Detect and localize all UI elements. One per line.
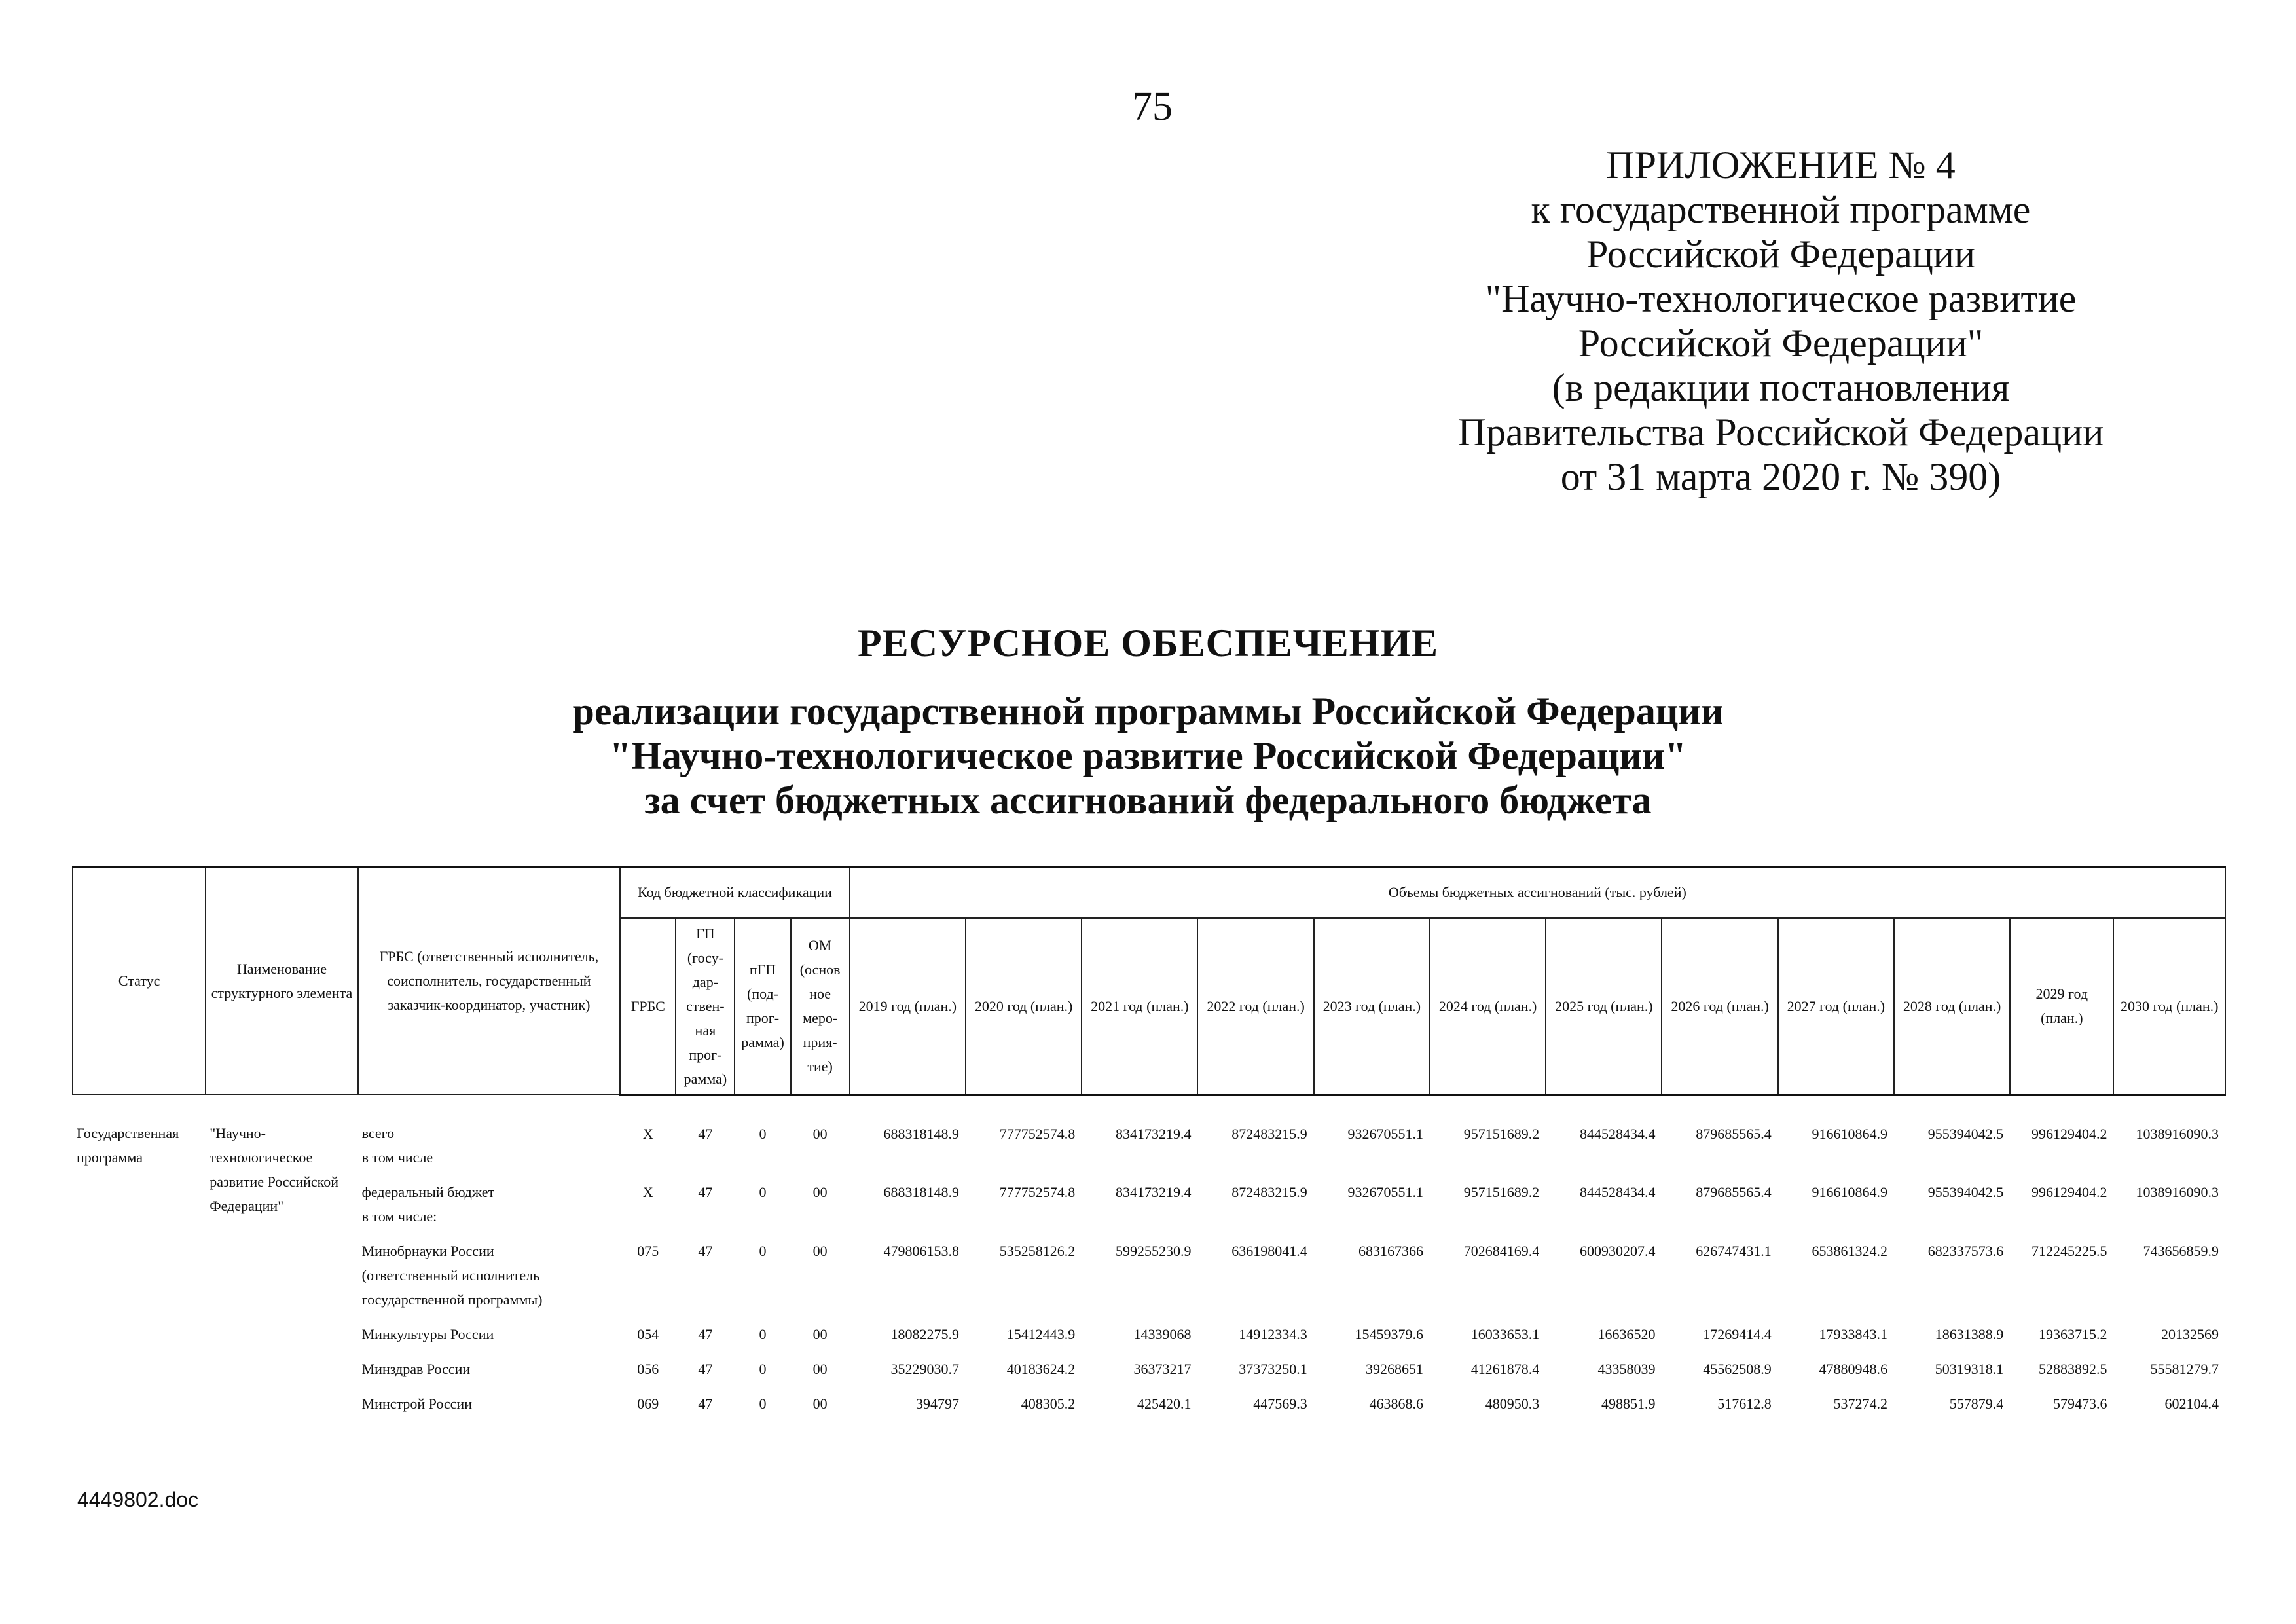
participant-cell bbox=[358, 1318, 621, 1353]
table-row bbox=[73, 1176, 2225, 1235]
value-cell: 879685565.4 bbox=[1696, 1125, 1772, 1142]
value-cell: 50319318.1 bbox=[1935, 1361, 2004, 1377]
code-gp-cell: 47 bbox=[698, 1184, 713, 1200]
value-cell: 425420.1 bbox=[1137, 1395, 1192, 1412]
header-year: 2019 год (план.) bbox=[850, 918, 966, 1095]
header-year: 2030 год (план.) bbox=[2113, 918, 2225, 1095]
value-cell: 957151689.2 bbox=[1463, 1184, 1540, 1200]
value-cell: 480950.3 bbox=[1485, 1395, 1540, 1412]
header-element: Наименование структурного элемента bbox=[206, 867, 357, 1095]
value-cell: 498851.9 bbox=[1601, 1395, 1656, 1412]
value-cell: 36373217 bbox=[1133, 1361, 1192, 1377]
value-cell: 872483215.9 bbox=[1231, 1125, 1307, 1142]
header-gp: ГП (госу-дар-ствен-ная прог-рамма) bbox=[676, 918, 735, 1095]
annex-heading bbox=[1437, 143, 2124, 499]
value-cell: 14912334.3 bbox=[1239, 1326, 1307, 1342]
status-cell: Государственная программа bbox=[77, 1125, 179, 1166]
annex-line: Российской Федерации" bbox=[1578, 322, 1984, 365]
value-cell: 844528434.4 bbox=[1579, 1125, 1656, 1142]
code-pgp-cell: 0 bbox=[759, 1125, 767, 1142]
table-body bbox=[73, 1094, 2225, 1422]
participant-cell bbox=[358, 1353, 621, 1388]
header-volumes-group: Объемы бюджетных ассигнований (тыс. рублей) bbox=[850, 867, 2225, 918]
value-cell: 16636520 bbox=[1597, 1326, 1656, 1342]
value-cell: 636198041.4 bbox=[1231, 1243, 1307, 1259]
code-gp-cell: 47 bbox=[698, 1326, 713, 1342]
header-year: 2027 год (план.) bbox=[1778, 918, 1894, 1095]
annex-line: Правительства Российской Федерации bbox=[1457, 411, 2104, 454]
header-year: 2029 год (план.) bbox=[2010, 918, 2113, 1095]
subtitle-line: за счет бюджетных ассигнований федерального бюджета bbox=[644, 779, 1652, 822]
header-status: Статус bbox=[73, 867, 206, 1095]
header-year: 2028 год (план.) bbox=[1894, 918, 2010, 1095]
value-cell: 579473.6 bbox=[2052, 1395, 2107, 1412]
value-cell: 35229030.7 bbox=[890, 1361, 959, 1377]
value-cell: 43358039 bbox=[1597, 1361, 1656, 1377]
header-year: 2021 год (план.) bbox=[1082, 918, 1197, 1095]
value-cell: 17933843.1 bbox=[1819, 1326, 1887, 1342]
value-cell: 932670551.1 bbox=[1347, 1125, 1423, 1142]
value-cell: 955394042.5 bbox=[1927, 1125, 2004, 1142]
value-cell: 688318148.9 bbox=[883, 1125, 959, 1142]
value-cell: 712245225.5 bbox=[2031, 1243, 2107, 1259]
code-gp-cell: 47 bbox=[698, 1243, 713, 1259]
document-subtitle bbox=[0, 689, 2296, 822]
participant-line: федеральный бюджет bbox=[361, 1184, 495, 1200]
code-grbs-cell: Х bbox=[642, 1125, 653, 1142]
participant-line: Минобрнауки России bbox=[361, 1243, 494, 1259]
code-pgp-cell: 0 bbox=[759, 1184, 767, 1200]
participant-cell bbox=[358, 1388, 621, 1422]
element-name-cell: "Научно-технологическое развитие Российской Федерации" bbox=[210, 1125, 338, 1214]
value-cell: 39268651 bbox=[1365, 1361, 1423, 1377]
code-grbs-cell: Х bbox=[642, 1184, 653, 1200]
code-gp-cell: 47 bbox=[698, 1361, 713, 1377]
value-cell: 37373250.1 bbox=[1239, 1361, 1307, 1377]
header-year: 2026 год (план.) bbox=[1662, 918, 1777, 1095]
annex-line: ПРИЛОЖЕНИЕ № 4 bbox=[1606, 143, 1956, 187]
value-cell: 15412443.9 bbox=[1006, 1326, 1076, 1342]
code-pgp-cell: 0 bbox=[759, 1361, 767, 1377]
code-pgp-cell: 0 bbox=[759, 1395, 767, 1412]
header-year: 2023 год (план.) bbox=[1314, 918, 1430, 1095]
value-cell: 702684169.4 bbox=[1463, 1243, 1540, 1259]
value-cell: 15459379.6 bbox=[1355, 1326, 1423, 1342]
value-cell: 916610864.9 bbox=[1812, 1125, 1887, 1142]
header-grbs: ГРБС bbox=[620, 918, 676, 1095]
value-cell: 17269414.4 bbox=[1703, 1326, 1772, 1342]
value-cell: 55581279.7 bbox=[2150, 1361, 2219, 1377]
value-cell: 47880948.6 bbox=[1819, 1361, 1887, 1377]
value-cell: 932670551.1 bbox=[1347, 1184, 1423, 1200]
header-code-group: Код бюджетной классификации bbox=[620, 867, 850, 918]
value-cell: 19363715.2 bbox=[2038, 1326, 2107, 1342]
value-cell: 602104.4 bbox=[2164, 1395, 2219, 1412]
table-header bbox=[73, 867, 2225, 1095]
value-cell: 20132569 bbox=[2161, 1326, 2219, 1342]
value-cell: 834173219.4 bbox=[1115, 1184, 1192, 1200]
budget-table bbox=[72, 866, 2226, 1422]
value-cell: 517612.8 bbox=[1717, 1395, 1772, 1412]
value-cell: 14339068 bbox=[1133, 1326, 1192, 1342]
code-om-cell: 00 bbox=[812, 1395, 828, 1412]
header-pgp: пГП (под-прог-рамма) bbox=[735, 918, 790, 1095]
table-row bbox=[73, 1353, 2225, 1388]
value-cell: 777752574.8 bbox=[999, 1184, 1076, 1200]
table-row bbox=[73, 1094, 2225, 1176]
value-cell: 955394042.5 bbox=[1927, 1184, 2004, 1200]
participant-line: Минздрав России bbox=[361, 1361, 471, 1377]
value-cell: 916610864.9 bbox=[1812, 1184, 1887, 1200]
value-cell: 394797 bbox=[915, 1395, 959, 1412]
participant-line: всего bbox=[361, 1125, 395, 1141]
value-cell: 682337573.6 bbox=[1927, 1243, 2004, 1259]
header-year: 2020 год (план.) bbox=[966, 918, 1082, 1095]
value-cell: 688318148.9 bbox=[883, 1184, 959, 1200]
subtitle-line: "Научно-технологическое развитие Российской Федерации" bbox=[609, 734, 1687, 777]
value-cell: 879685565.4 bbox=[1696, 1184, 1772, 1200]
value-cell: 41261878.4 bbox=[1470, 1361, 1540, 1377]
value-cell: 834173219.4 bbox=[1115, 1125, 1192, 1142]
participant-line: Минстрой России bbox=[361, 1395, 472, 1412]
code-om-cell: 00 bbox=[812, 1326, 828, 1342]
annex-line: к государственной программе bbox=[1531, 188, 2031, 231]
value-cell: 626747431.1 bbox=[1696, 1243, 1772, 1259]
participant-line: в том числе bbox=[361, 1149, 433, 1166]
header-om: ОМ (основ ное меро-прия-тие) bbox=[791, 918, 850, 1095]
annex-line: (в редакции постановления bbox=[1552, 366, 2010, 409]
value-cell: 653861324.2 bbox=[1812, 1243, 1887, 1259]
value-cell: 45562508.9 bbox=[1703, 1361, 1772, 1377]
participant-line: Минкультуры России bbox=[361, 1326, 494, 1342]
code-om-cell: 00 bbox=[812, 1361, 828, 1377]
code-grbs-cell: 054 bbox=[637, 1326, 659, 1342]
document-title: РЕСУРСНОЕ ОБЕСПЕЧЕНИЕ bbox=[857, 621, 1439, 665]
value-cell: 479806153.8 bbox=[883, 1243, 959, 1259]
subtitle-line: реализации государственной программы Российской Федерации bbox=[572, 690, 1724, 733]
code-grbs-cell: 069 bbox=[637, 1395, 659, 1412]
code-grbs-cell: 075 bbox=[637, 1243, 659, 1259]
annex-line: от 31 марта 2020 г. № 390) bbox=[1560, 455, 2001, 498]
value-cell: 777752574.8 bbox=[999, 1125, 1076, 1142]
code-pgp-cell: 0 bbox=[759, 1326, 767, 1342]
value-cell: 599255230.9 bbox=[1115, 1243, 1192, 1259]
table-row bbox=[73, 1318, 2225, 1353]
annex-line: Российской Федерации bbox=[1586, 232, 1976, 276]
table-row bbox=[73, 1388, 2225, 1422]
value-cell: 683167366 bbox=[1358, 1243, 1423, 1259]
participant-cell bbox=[358, 1094, 621, 1176]
header-year: 2022 год (план.) bbox=[1197, 918, 1313, 1095]
value-cell: 844528434.4 bbox=[1579, 1184, 1656, 1200]
value-cell: 40183624.2 bbox=[1006, 1361, 1076, 1377]
value-cell: 957151689.2 bbox=[1463, 1125, 1540, 1142]
annex-line: "Научно-технологическое развитие bbox=[1485, 277, 2077, 320]
code-gp-cell: 47 bbox=[698, 1125, 713, 1142]
value-cell: 463868.6 bbox=[1369, 1395, 1423, 1412]
value-cell: 18082275.9 bbox=[890, 1326, 959, 1342]
value-cell: 996129404.2 bbox=[2031, 1184, 2107, 1200]
value-cell: 16033653.1 bbox=[1470, 1326, 1540, 1342]
value-cell: 872483215.9 bbox=[1231, 1184, 1307, 1200]
value-cell: 1038916090.3 bbox=[2136, 1125, 2219, 1142]
value-cell: 447569.3 bbox=[1253, 1395, 1307, 1412]
value-cell: 408305.2 bbox=[1021, 1395, 1076, 1412]
participant-cell bbox=[358, 1235, 621, 1318]
value-cell: 996129404.2 bbox=[2031, 1125, 2107, 1142]
code-pgp-cell: 0 bbox=[759, 1243, 767, 1259]
code-om-cell: 00 bbox=[812, 1243, 828, 1259]
value-cell: 535258126.2 bbox=[999, 1243, 1076, 1259]
header-grbs-full: ГРБС (ответственный исполнитель, соисполнитель, государственный заказчик-координатор, участник) bbox=[358, 867, 621, 1095]
participant-cell bbox=[358, 1176, 621, 1235]
value-cell: 18631388.9 bbox=[1935, 1326, 2004, 1342]
header-year: 2025 год (план.) bbox=[1546, 918, 1662, 1095]
code-om-cell: 00 bbox=[812, 1184, 828, 1200]
file-name-footer: 4449802.doc bbox=[77, 1488, 199, 1511]
code-gp-cell: 47 bbox=[698, 1395, 713, 1412]
participant-line: (ответственный исполнитель bbox=[361, 1267, 540, 1283]
page-number: 75 bbox=[1132, 84, 1173, 129]
code-grbs-cell: 056 bbox=[637, 1361, 659, 1377]
value-cell: 557879.4 bbox=[1949, 1395, 2004, 1412]
header-year: 2024 год (план.) bbox=[1430, 918, 1546, 1095]
participant-line: государственной программы) bbox=[361, 1291, 543, 1308]
participant-line: в том числе: bbox=[361, 1208, 437, 1225]
value-cell: 1038916090.3 bbox=[2136, 1184, 2219, 1200]
table-row bbox=[73, 1235, 2225, 1318]
value-cell: 600930207.4 bbox=[1579, 1243, 1656, 1259]
code-om-cell: 00 bbox=[812, 1125, 828, 1142]
value-cell: 743656859.9 bbox=[2143, 1243, 2219, 1259]
value-cell: 537274.2 bbox=[1833, 1395, 1887, 1412]
value-cell: 52883892.5 bbox=[2038, 1361, 2107, 1377]
